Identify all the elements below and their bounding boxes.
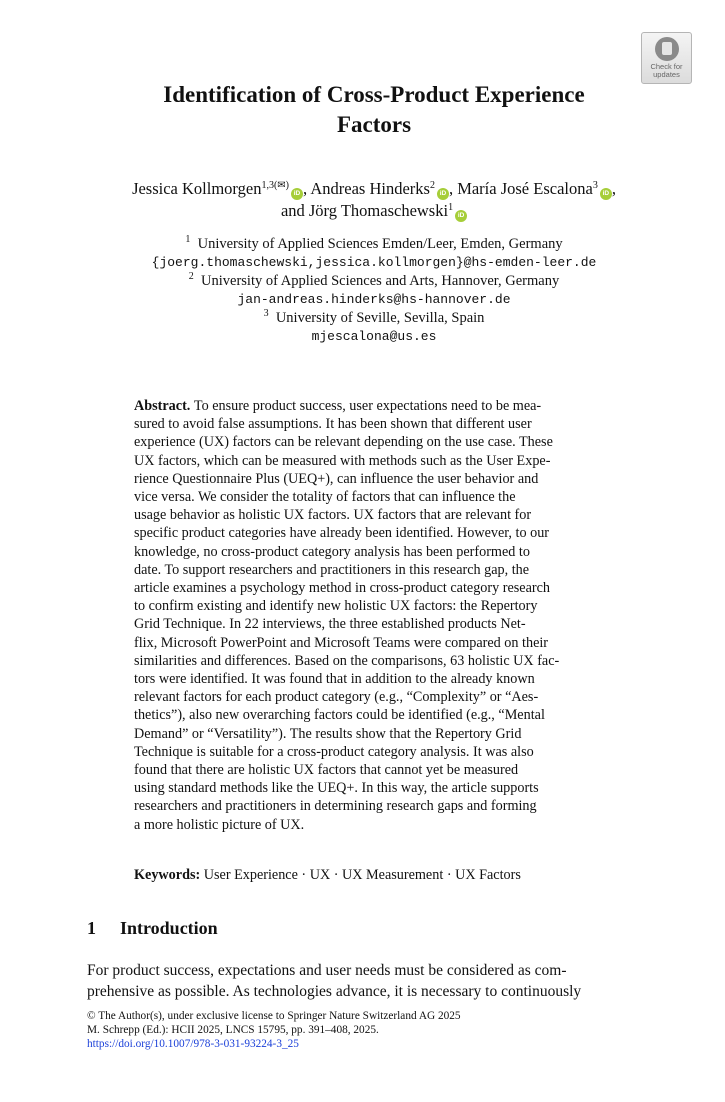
abstract-line: Technique is suitable for a cross-product category analysis. It was also [134,743,534,760]
abstract-line: article examines a psychology method in cross-product category research [134,580,551,597]
title-line-2: Factors [336,112,412,137]
abstract-line: tors were identified. It was found that in addition to the already known [134,671,535,688]
abstract-line: specific product categories have already been identified. However, to our [134,525,550,542]
abstract-line: Grid Technique. In 22 interviews, the three established products Net- [134,616,526,633]
check-for-updates-badge[interactable] [641,32,692,84]
affiliation-1 [90,235,658,254]
orcid-icon[interactable]: iD [455,210,467,222]
keywords-text: User Experience · UX · UX Measurement · UX Factors [203,867,521,883]
affiliation-email[interactable]: jan-andreas.hinderks@hs-hannover.de [237,291,511,307]
abstract-line: found that there are holistic UX factors that cannot yet be measured [134,762,519,779]
affiliation-email[interactable]: mjescalona@us.es [311,328,437,344]
affiliation-2 [90,272,658,291]
abstract-line: relevant factors for each product category (e.g., “Complexity” or “Aes- [134,689,539,706]
section-title: Introduction [120,918,218,938]
keywords [134,866,616,884]
abstract-line: usage behavior as holistic UX factors. UX factors that are relevant for [134,507,532,524]
author-name: Jessica Kollmorgen [132,179,262,198]
author-name: Jörg Thomaschewski [308,201,449,220]
intro-line: prehensive as possible. As technologies advance, it is necessary to continuously [87,983,582,1000]
badge-line-2: updates [653,70,680,79]
author-line-1 [90,178,658,200]
affiliation-text: University of Applied Sciences and Arts, Hannover, Germany [201,273,560,290]
author-affil-sup: 1,3(✉) [261,180,289,191]
abstract-line: similarities and differences. Based on the comparisons, 63 holistic UX fac- [134,652,560,669]
copyright-footer [87,1009,663,1052]
bookmark-icon [655,37,679,61]
orcid-icon[interactable]: iD [600,188,612,200]
author-name: Andreas Hinderks [310,179,430,198]
abstract-line: date. To support researchers and practitioners in this research gap, the [134,561,530,578]
doi-link[interactable]: https://doi.org/10.1007/978-3-031-93224-3_25 [87,1038,299,1051]
badge-line-1: Check for [650,62,683,71]
author-separator: , [611,179,616,198]
abstract-line: Abstract. To ensure product success, user expectations need to be mea- [134,398,542,414]
author-affil-sup: 1 [448,202,454,213]
abstract-line: rience Questionnaire Plus (UEQ+), can influence the user behavior and [134,470,539,487]
abstract-line: sured to avoid false assumptions. It has been shown that different user [134,416,532,433]
abstract-line: to confirm existing and identify new holistic UX factors: the Repertory [134,598,538,615]
abstract-line: knowledge, no cross-product category analysis has been performed to [134,543,530,560]
intro-paragraph [87,960,663,1002]
abstract-label: Abstract. [134,398,191,414]
abstract-line: researchers and practitioners in determining research gaps and forming [134,798,537,815]
affiliation-text: University of Seville, Sevilla, Spain [275,310,485,327]
author-separator: , [303,179,311,198]
section-number: 1 [87,918,96,938]
abstract-line: experience (UX) factors can be relevant depending on the use case. These [134,434,553,451]
title-line-1: Identification of Cross-Product Experience [163,82,585,107]
abstract-line: UX factors, which can be measured with methods such as the User Expe- [134,452,551,469]
abstract-line: vice versa. We consider the totality of factors that can influence the [134,489,516,506]
orcid-icon[interactable]: iD [291,188,303,200]
author-name: María José Escalona [457,179,593,198]
paper-title [100,80,648,140]
section-heading [87,916,218,940]
abstract-line: Demand” or “Versatility”). The results show that the Repertory Grid [134,725,522,742]
affiliation-number: 1 [185,234,191,245]
citation-line: M. Schrepp (Ed.): HCII 2025, LNCS 15795, pp. 391–408, 2025. [87,1024,379,1037]
affiliation-number: 3 [263,308,269,320]
author-line-2 [90,200,658,222]
abstract-line: using standard methods like the UEQ+. In this way, the article supports [134,780,539,797]
abstract-line: a more holistic picture of UX. [134,816,305,833]
affiliation-email[interactable]: {joerg.thomaschewski,jessica.kollmorgen}@hs-emden-leer.de [151,254,597,270]
orcid-icon[interactable]: iD [437,188,449,200]
author-affil-sup: 3 [592,180,598,191]
author-list [90,178,658,222]
author-separator: , [448,179,458,198]
abstract-line: thetics”), also new overarching factors could be identified (e.g., “Mental [134,707,545,724]
author-affil-sup: 2 [429,180,435,191]
abstract-line: flix, Microsoft PowerPoint and Microsoft Teams were compared on their [134,634,549,651]
intro-line: For product success, expectations and user needs must be considered as com- [87,962,567,979]
affiliation-text: University of Applied Sciences Emden/Leer, Emden, Germany [197,236,563,252]
abstract [134,397,616,834]
author-conjunction: and [280,201,309,220]
keywords-label: Keywords: [134,867,201,883]
affiliation-number: 2 [188,271,194,283]
affiliation-3 [90,309,658,328]
affiliations [90,235,658,347]
copyright-line: © The Author(s), under exclusive license to Springer Nature Switzerland AG 2025 [87,1010,461,1022]
